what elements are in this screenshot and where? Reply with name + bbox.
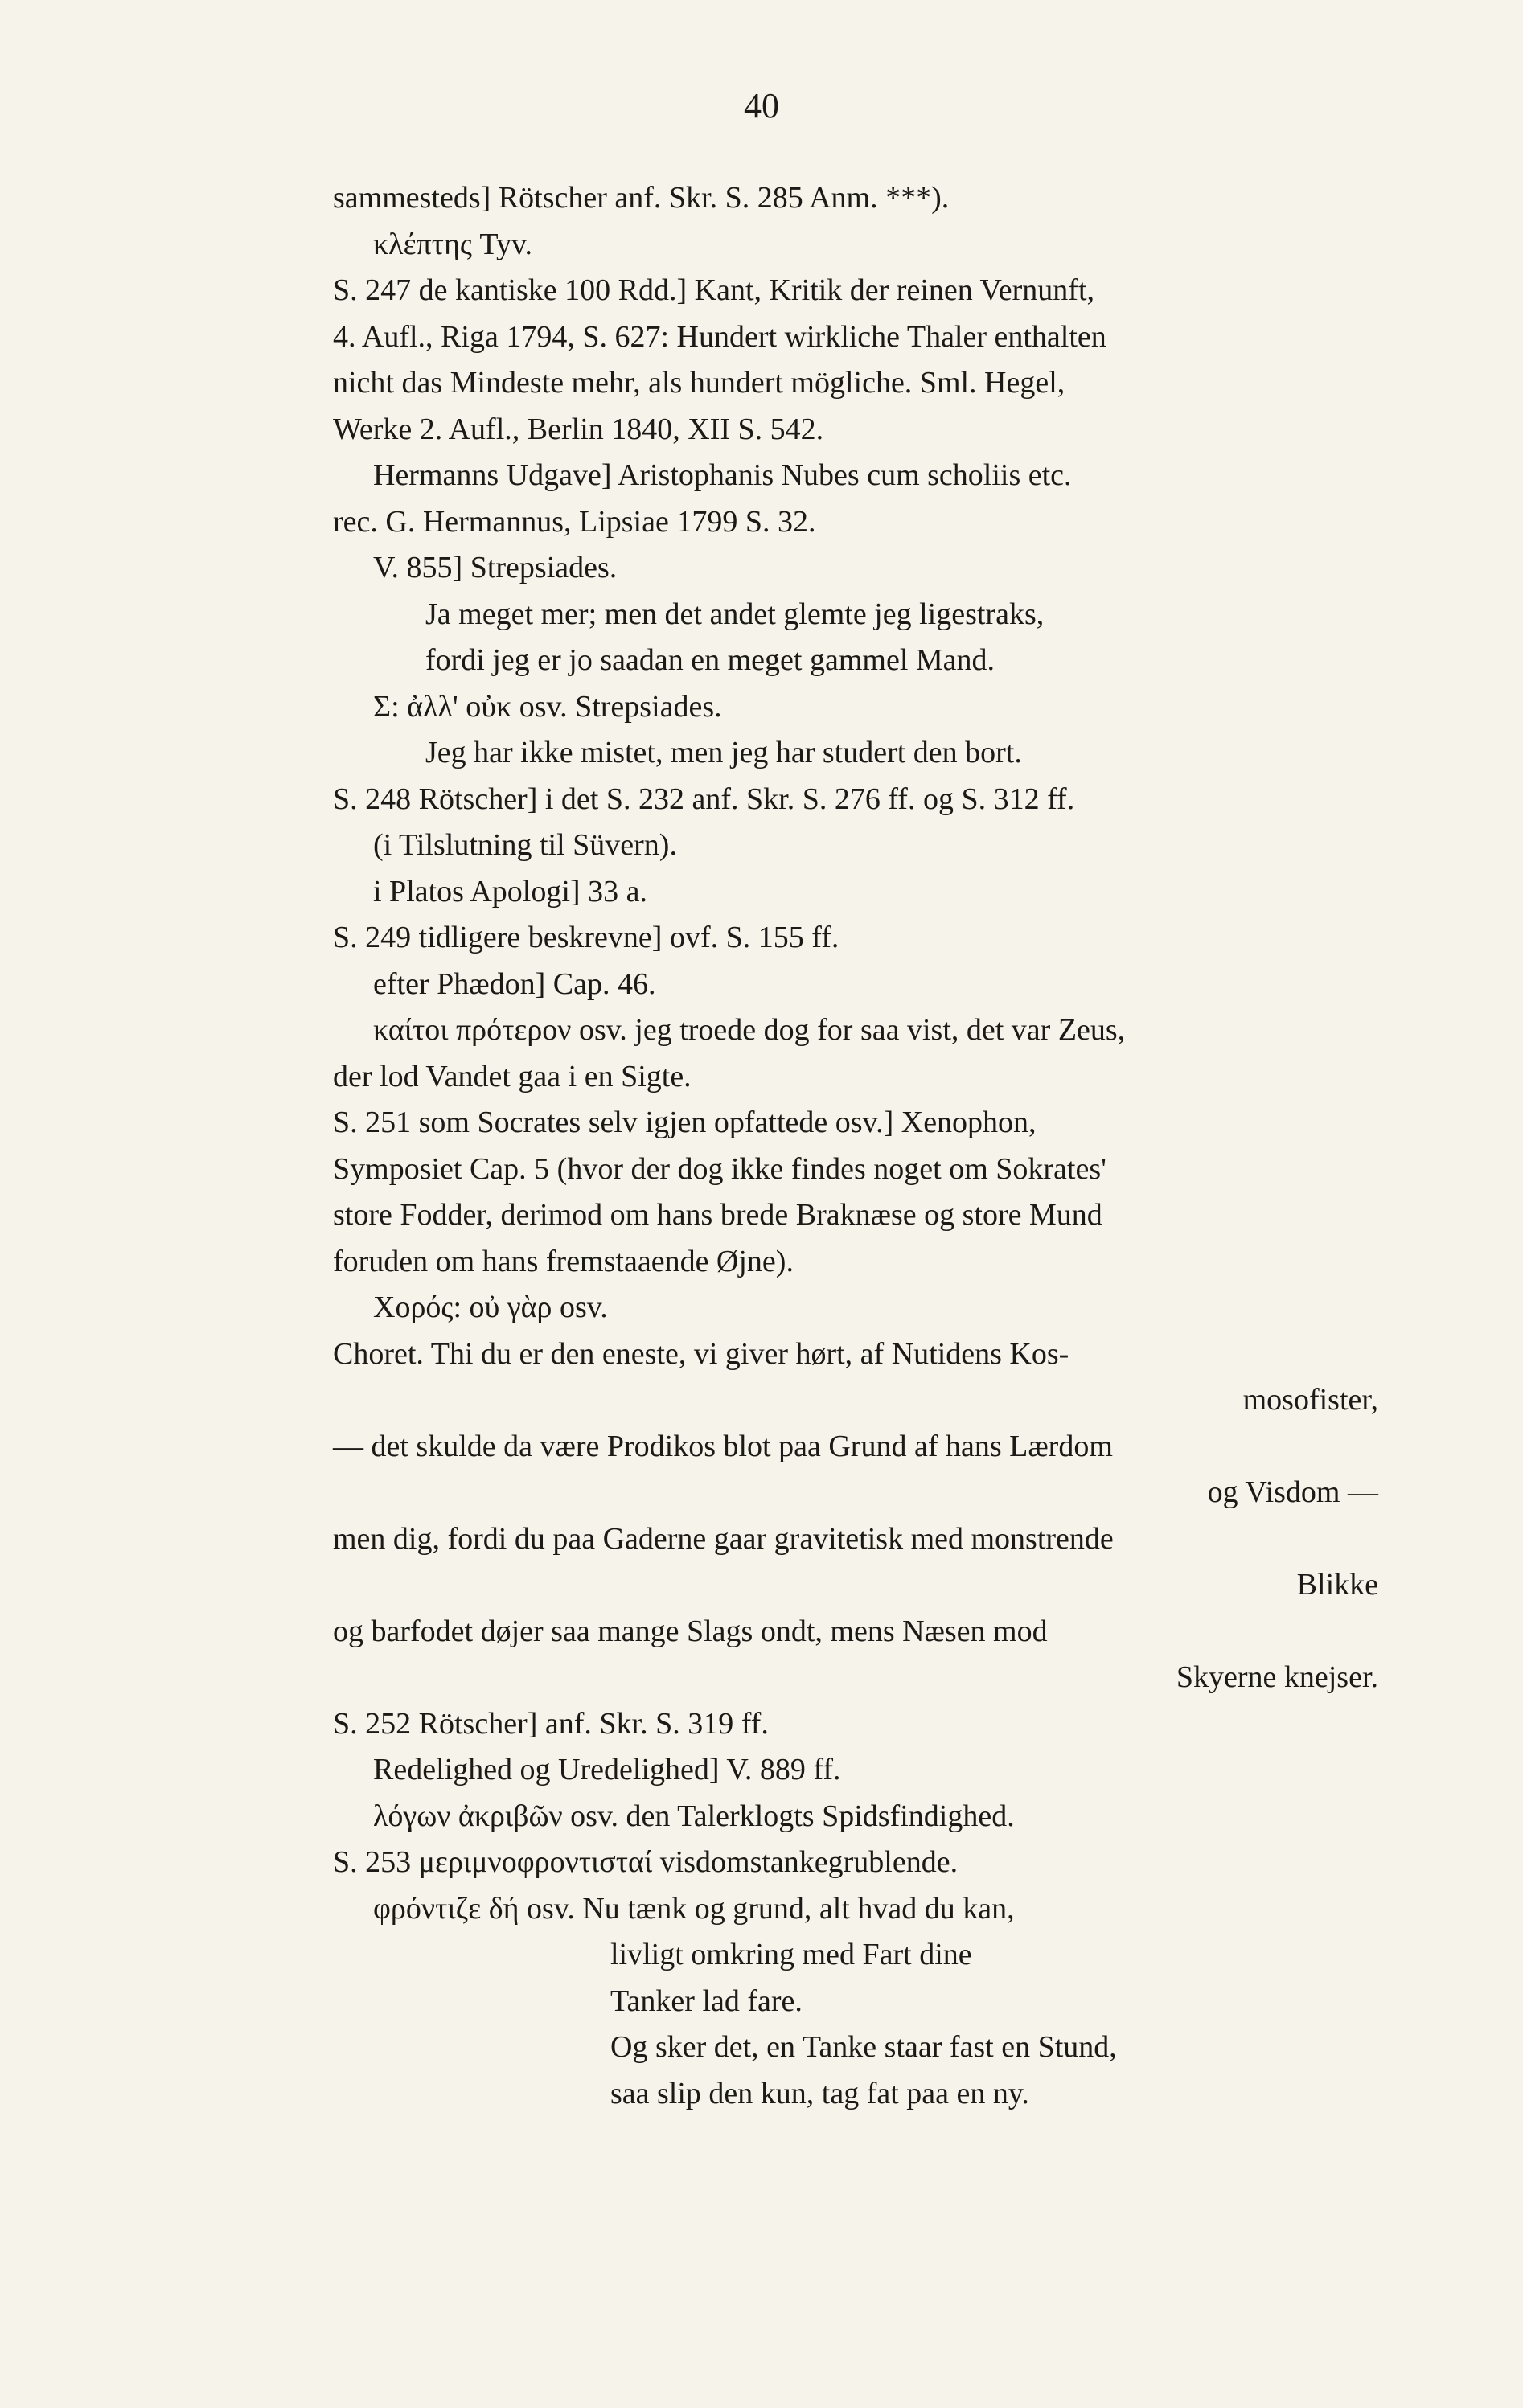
text-line: Ja meget mer; men det andet glemte jeg ligestraks,	[425, 597, 1045, 631]
text-line: efter Phædon] Cap. 46.	[373, 966, 656, 1001]
text-line: Σ: ἀλλ' οὐκ osv. Strepsiades.	[373, 689, 722, 724]
text-line: S. 251 som Socrates selv igjen opfattede osv.] Xenophon,	[333, 1106, 1037, 1139]
text-line: nicht das Mindeste mehr, als hundert mögliche. Sml. Hegel,	[333, 366, 1065, 400]
text-line: sammesteds] Rötscher anf. Skr. S. 285 Anm. ***).	[333, 181, 950, 215]
text-line: saa slip den kun, tag fat paa en ny.	[610, 2076, 1029, 2111]
text-line: Skyerne knejser.	[1176, 1660, 1378, 1694]
text-line: φρόντιζε δή osv. Nu tænk og grund, alt hvad du kan,	[373, 1891, 1015, 1926]
text-line: mosofister,	[1242, 1383, 1378, 1417]
text-line: Tanker lad fare.	[610, 1983, 803, 2018]
text-line: 4. Aufl., Riga 1794, S. 627: Hundert wirkliche Thaler enthalten	[333, 319, 1106, 354]
page-number: 40	[744, 86, 779, 125]
text-line: der lod Vandet gaa i en Sigte.	[333, 1059, 692, 1093]
text-line: S. 249 tidligere beskrevne] ovf. S. 155 ff.	[333, 921, 839, 954]
text-line: men dig, fordi du paa Gaderne gaar gravitetisk med monstrende	[333, 1521, 1114, 1556]
text-line: og Visdom —	[1207, 1475, 1378, 1509]
text-line: Blikke	[1296, 1568, 1378, 1602]
text-line: fordi jeg er jo saadan en meget gammel Mand.	[425, 643, 995, 677]
text-line: V. 855] Strepsiades.	[373, 551, 618, 585]
text-line: Χορός: οὐ γὰρ osv.	[373, 1290, 608, 1324]
text-line: καίτοι πρότερον osv. jeg troede dog for saa vist, det var Zeus,	[373, 1013, 1126, 1047]
text-line: (i Tilslutning til Süvern).	[373, 828, 677, 862]
commentary-text	[333, 175, 1378, 2117]
text-line: S. 247 de kantiske 100 Rdd.] Kant, Kritik der reinen Vernunft,	[333, 273, 1095, 307]
text-line: foruden om hans fremstaaende Øjne).	[333, 1244, 794, 1278]
text-line: i Platos Apologi] 33 a.	[373, 874, 647, 909]
text-line: Jeg har ikke mistet, men jeg har studert den bort.	[425, 736, 1022, 769]
text-line: og barfodet døjer saa mange Slags ondt, mens Næsen mod	[333, 1614, 1048, 1648]
text-line: S. 252 Rötscher] anf. Skr. S. 319 ff.	[333, 1706, 769, 1741]
text-line: Choret. Thi du er den eneste, vi giver hørt, af Nutidens Kos-	[333, 1336, 1069, 1371]
text-line: — det skulde da være Prodikos blot paa Grund af hans Lærdom	[333, 1429, 1113, 1463]
text-line: rec. G. Hermannus, Lipsiae 1799 S. 32.	[333, 504, 816, 539]
text-line: Og sker det, en Tanke staar fast en Stund,	[610, 2030, 1117, 2064]
text-line: store Fodder, derimod om hans brede Braknæse og store Mund	[333, 1198, 1102, 1232]
text-line: Hermanns Udgave] Aristophanis Nubes cum scholiis etc.	[373, 458, 1072, 492]
text-line: Werke 2. Aufl., Berlin 1840, XII S. 542.	[333, 412, 824, 446]
text-line: κλέπτης Tyv.	[373, 227, 532, 261]
text-line: Redelighed og Uredelighed] V. 889 ff.	[373, 1753, 841, 1787]
text-line: Symposiet Cap. 5 (hvor der dog ikke findes noget om Sokrates'	[333, 1151, 1106, 1186]
text-line: S. 253 μεριμνοφροντισταί visdomstankegrublende.	[333, 1845, 959, 1879]
text-line: λόγων ἀκριβῶν osv. den Talerklogts Spidsfindighed.	[373, 1799, 1015, 1833]
text-line: S. 248 Rötscher] i det S. 232 anf. Skr. S. 276 ff. og S. 312 ff.	[333, 781, 1075, 816]
text-line: livligt omkring med Fart dine	[610, 1938, 972, 1971]
